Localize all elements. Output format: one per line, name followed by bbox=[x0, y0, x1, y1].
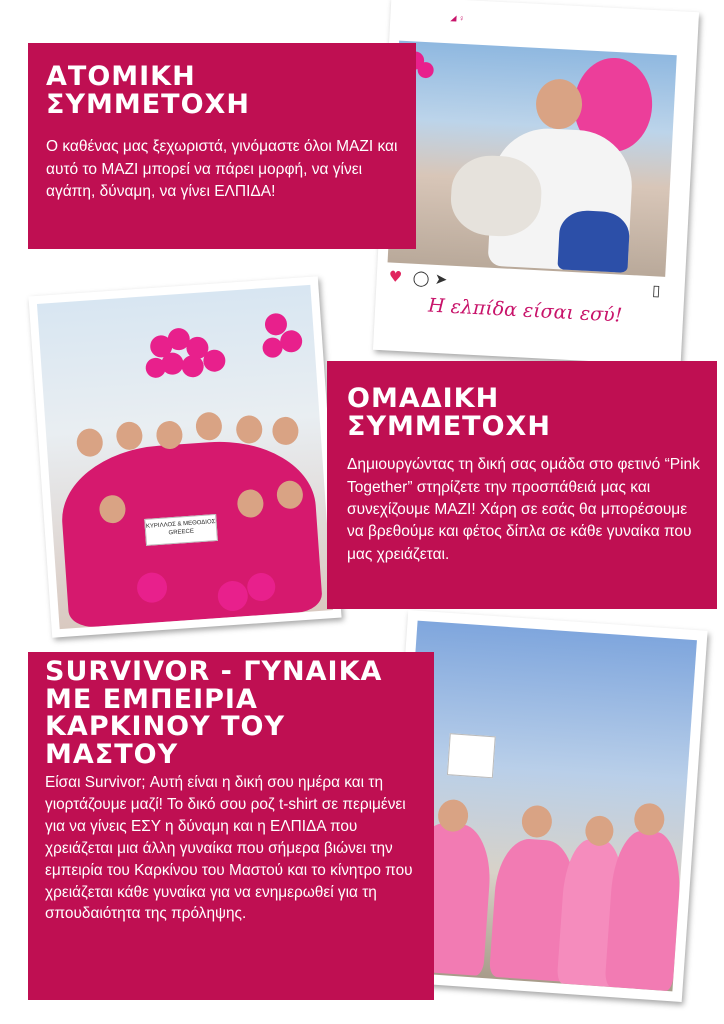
bookmark-icon: ▯ bbox=[651, 281, 661, 300]
photo-team-with-balloons bbox=[37, 285, 333, 629]
individual-title-line-1: ΑΤΟΜΙΚΗ bbox=[46, 61, 196, 92]
group-participation-panel bbox=[327, 361, 717, 609]
group-title-line-2: ΣΥΜΜΕΤΟΧΗ bbox=[347, 410, 551, 442]
photo-women-walking bbox=[393, 621, 697, 992]
sign-line-2: GREECE bbox=[168, 528, 195, 537]
heart-icon: ♥ bbox=[388, 267, 403, 287]
handwritten-caption: Η ελπίδα είσαι εσύ! bbox=[427, 294, 623, 327]
sign-line-1: ΚΥΡΙΛΛΟΣ & ΜΕΘΟΔΙΟΣ bbox=[145, 519, 216, 530]
send-icon: ➤ bbox=[434, 269, 448, 289]
survivor-body: Είσαι Survivor; Αυτή είναι η δική σου ημέρα και τη γιορτάζουμε μαζί! Το δικό σου ροζ t-shirt σε περιμένει για να γίνεις ΕΣΥ η δύναμη και η ΕΛΠΙΔΑ που χρειάζεται μια άλλη γυναίκα που σήμερα βιώνει την εμπειρία του Καρκίνου του Μαστού και το κίνητρο που χρειάζεται κάθε γυναίκα για να ενημερωθεί για τη σπουδαιότητα της πρόληψης. bbox=[45, 774, 413, 923]
individual-title bbox=[46, 63, 402, 118]
survivor-title-line-3: ΚΑΡΚΙΝΟΥ ΤΟΥ bbox=[45, 711, 285, 743]
group-title-line-1: ΟΜΑΔΙΚΗ bbox=[347, 383, 500, 414]
logo-icon: ◢ ♀ bbox=[450, 13, 466, 24]
group-team-photo bbox=[28, 276, 341, 637]
individual-title-line-2: ΣΥΜΜΕΤΟΧΗ bbox=[46, 88, 250, 120]
survivor-title-line-2: ΜΕ ΕΜΠΕΙΡΙΑ bbox=[45, 683, 258, 715]
survivor-title-line-4: ΜΑΣΤΟΥ bbox=[45, 738, 179, 770]
survivor-title-line-1: SURVIVOR - ΓΥΝΑΙΚΑ bbox=[45, 656, 383, 687]
turtle-sign-icon bbox=[447, 733, 496, 778]
individual-body: Ο καθένας μας ξεχωριστά, γινόμαστε όλοι ΜΑΖΙ και αυτό το ΜΑΖΙ μπορεί να πάρει μορφή, να γίνει αγάπη, δύναμη, να γίνει ΕΛΠΙΔΑ! bbox=[46, 138, 398, 200]
team-sign bbox=[144, 514, 218, 546]
group-body: Δημιουργώντας τη δική σας ομάδα στο φετινό “Pink Together” στηρίζετε την προσπάθειά μας και συνεχίζουμε ΜΑΖΙ! Χάρη σε εσάς θα μπορέσουμε να βρεθούμε και φέτος δίπλα σε κάθε γυναίκα που μας χρειάζεται. bbox=[347, 456, 700, 563]
instagram-frame-photo bbox=[373, 0, 699, 366]
group-title bbox=[347, 385, 703, 440]
survivor-panel bbox=[28, 652, 434, 1000]
individual-participation-panel bbox=[28, 43, 416, 249]
survivor-title bbox=[45, 658, 428, 768]
comment-icon: ◯ bbox=[412, 268, 431, 288]
photo-man-with-dog bbox=[388, 41, 677, 277]
